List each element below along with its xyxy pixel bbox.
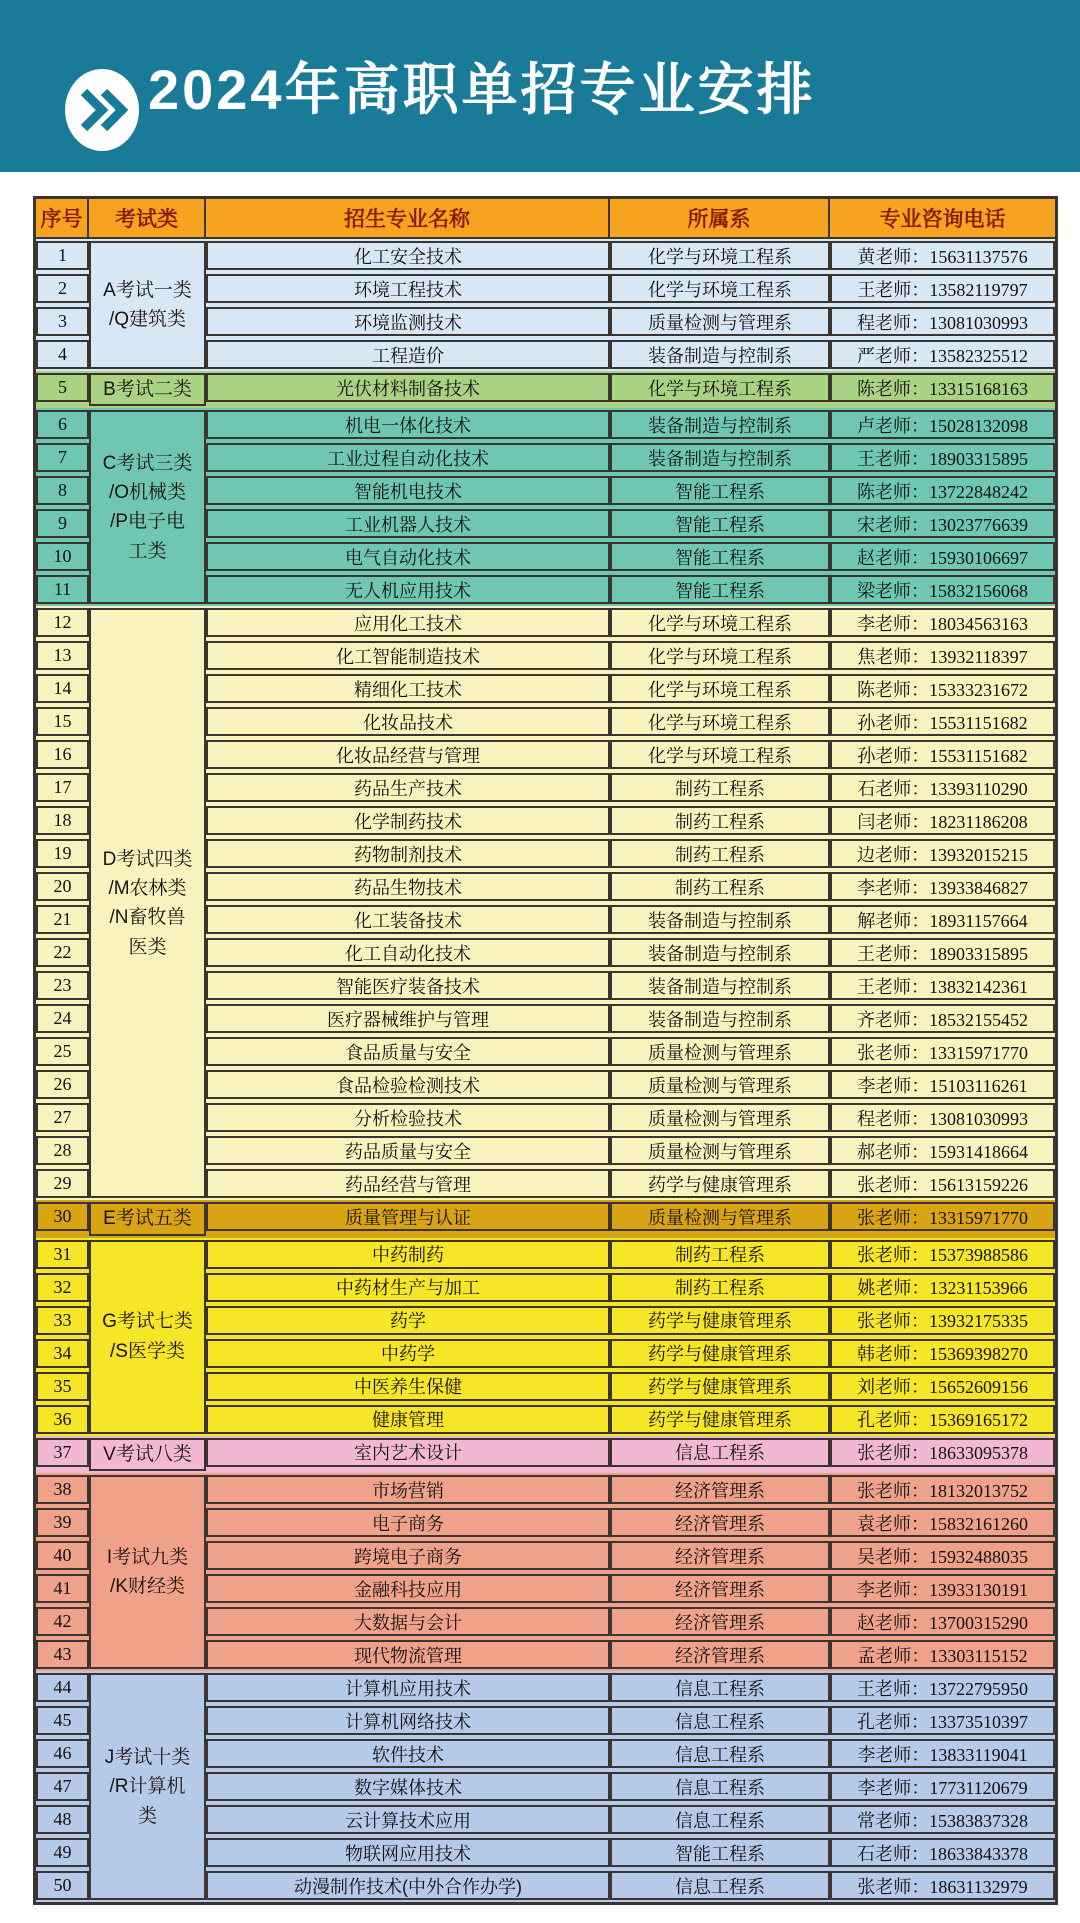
department-column (610, 1200, 830, 1237)
department-name: 经济管理系 (610, 1508, 830, 1537)
row-number: 26 (36, 1070, 89, 1099)
department-name: 装备制造与控制系 (610, 971, 830, 1000)
major-name: 化学制药技术 (206, 806, 610, 835)
major-column (206, 239, 610, 371)
exam-category-line: V考试八类 (103, 1443, 192, 1465)
major-name: 软件技术 (206, 1739, 610, 1768)
department-name: 经济管理系 (610, 1640, 830, 1669)
consult-phone: 韩老师：15369398270 (830, 1339, 1055, 1368)
exam-category-line: 类 (137, 1805, 157, 1827)
row-number: 45 (36, 1706, 89, 1735)
department-name: 化学与环境工程系 (610, 740, 830, 769)
major-name: 医疗器械维护与管理 (206, 1004, 610, 1033)
department-name: 装备制造与控制系 (610, 340, 830, 369)
row-number: 49 (36, 1838, 89, 1867)
consult-phone: 郝老师：15931418664 (830, 1136, 1055, 1165)
major-name: 药品质量与安全 (206, 1136, 610, 1165)
consult-phone: 陈老师：15333231672 (830, 674, 1055, 703)
consult-phone: 李老师：13933846827 (830, 872, 1055, 901)
exam-category-line: /Q建筑类 (108, 309, 187, 330)
department-name: 智能工程系 (610, 1838, 830, 1867)
major-name: 食品检验检测技术 (206, 1070, 610, 1099)
consult-phone: 王老师：18903315895 (830, 443, 1055, 472)
consult-phone: 刘老师：15652609156 (830, 1372, 1055, 1401)
exam-category-label (89, 410, 206, 604)
consult-phone: 赵老师：15930106697 (830, 542, 1055, 571)
exam-category-line: /M农林类 (108, 878, 187, 899)
number-column (36, 606, 89, 1200)
major-name: 化妆品技术 (206, 707, 610, 736)
consult-phone: 梁老师：15832156068 (830, 575, 1055, 604)
row-number: 18 (36, 806, 89, 835)
row-number: 38 (36, 1475, 89, 1504)
department-name: 智能工程系 (610, 476, 830, 505)
department-name: 智能工程系 (610, 542, 830, 571)
row-number: 11 (36, 575, 89, 604)
consult-phone: 李老师：15103116261 (830, 1070, 1055, 1099)
department-name: 信息工程系 (610, 1772, 830, 1801)
number-column (36, 239, 89, 371)
exam-category-label (89, 608, 206, 1198)
department-name: 智能工程系 (610, 575, 830, 604)
exam-category-line: 医类 (128, 936, 167, 958)
phone-column (830, 1473, 1055, 1671)
exam-category-line: /N畜牧兽 (109, 907, 186, 929)
column-header-phone: 专业咨询电话 (830, 199, 1055, 239)
major-name: 智能医疗装备技术 (206, 971, 610, 1000)
phone-column (830, 371, 1055, 408)
major-name: 电子商务 (206, 1508, 610, 1537)
department-name: 经济管理系 (610, 1574, 830, 1603)
double-chevron-right-icon (64, 68, 140, 152)
department-name: 制药工程系 (610, 773, 830, 802)
number-column (36, 408, 89, 606)
consult-phone: 张老师：15373988586 (830, 1240, 1055, 1269)
department-name: 制药工程系 (610, 1240, 830, 1269)
row-number: 2 (36, 274, 89, 303)
department-name: 质量检测与管理系 (610, 1202, 830, 1231)
row-number: 16 (36, 740, 89, 769)
consult-phone: 孔老师：13373510397 (830, 1706, 1055, 1735)
row-number: 47 (36, 1772, 89, 1801)
row-number: 25 (36, 1037, 89, 1066)
consult-phone: 黄老师：15631137576 (830, 241, 1055, 270)
number-column (36, 1473, 89, 1671)
row-number: 22 (36, 938, 89, 967)
exam-category-line: 工类 (128, 540, 167, 562)
major-name: 市场营销 (206, 1475, 610, 1504)
major-name: 药品经营与管理 (206, 1169, 610, 1198)
department-name: 制药工程系 (610, 839, 830, 868)
major-name: 智能机电技术 (206, 476, 610, 505)
consult-phone: 解老师：18931157664 (830, 905, 1055, 934)
row-number: 15 (36, 707, 89, 736)
phone-column (830, 1436, 1055, 1473)
consult-phone: 闫老师：18231186208 (830, 806, 1055, 835)
major-name: 环境工程技术 (206, 274, 610, 303)
department-column (610, 1238, 830, 1436)
page-title: 2024年高职单招专业安排 (148, 58, 816, 121)
department-name: 制药工程系 (610, 872, 830, 901)
major-name: 数字媒体技术 (206, 1772, 610, 1801)
department-name: 质量检测与管理系 (610, 1103, 830, 1132)
consult-phone: 孟老师：13303115152 (830, 1640, 1055, 1669)
exam-group-A (36, 239, 1055, 371)
row-number: 43 (36, 1640, 89, 1669)
row-number: 24 (36, 1004, 89, 1033)
row-number: 19 (36, 839, 89, 868)
major-column (206, 371, 610, 408)
department-name: 经济管理系 (610, 1475, 830, 1504)
exam-group-G (36, 1238, 1055, 1436)
row-number: 9 (36, 509, 89, 538)
major-column (206, 1671, 610, 1902)
row-number: 21 (36, 905, 89, 934)
major-name: 室内艺术设计 (206, 1438, 610, 1467)
department-name: 化学与环境工程系 (610, 674, 830, 703)
major-name: 电气自动化技术 (206, 542, 610, 571)
row-number: 30 (36, 1202, 89, 1231)
major-column (206, 1473, 610, 1671)
department-name: 装备制造与控制系 (610, 905, 830, 934)
major-name: 金融科技应用 (206, 1574, 610, 1603)
row-number: 39 (36, 1508, 89, 1537)
exam-category-line: A考试一类 (103, 279, 192, 301)
major-column (206, 408, 610, 606)
department-name: 药学与健康管理系 (610, 1169, 830, 1198)
row-number: 13 (36, 641, 89, 670)
major-name: 动漫制作技术(中外合作办学) (206, 1871, 610, 1900)
department-name: 装备制造与控制系 (610, 938, 830, 967)
department-name: 信息工程系 (610, 1673, 830, 1702)
table-header-row (36, 199, 1055, 239)
exam-category-line: /K财经类 (110, 1576, 185, 1598)
major-name: 健康管理 (206, 1405, 610, 1434)
consult-phone: 张老师：15613159226 (830, 1169, 1055, 1198)
consult-phone: 姚老师：13231153966 (830, 1273, 1055, 1302)
major-name: 中药材生产与加工 (206, 1273, 610, 1302)
major-name: 中医养生保健 (206, 1372, 610, 1401)
consult-phone: 李老师：18034563163 (830, 608, 1055, 637)
consult-phone: 张老师：13932175335 (830, 1306, 1055, 1335)
consult-phone: 李老师：13833119041 (830, 1739, 1055, 1768)
phone-column (830, 1671, 1055, 1902)
consult-phone: 焦老师：13932118397 (830, 641, 1055, 670)
major-name: 精细化工技术 (206, 674, 610, 703)
exam-group-C (36, 408, 1055, 606)
major-name: 中药制药 (206, 1240, 610, 1269)
exam-group-D (36, 606, 1055, 1200)
row-number: 27 (36, 1103, 89, 1132)
consult-phone: 赵老师：13700315290 (830, 1607, 1055, 1636)
exam-category-line: I考试九类 (106, 1546, 189, 1568)
row-number: 7 (36, 443, 89, 472)
department-name: 化学与环境工程系 (610, 241, 830, 270)
top-banner (0, 0, 1080, 172)
department-column (610, 1671, 830, 1902)
row-number: 46 (36, 1739, 89, 1768)
exam-category-label (89, 1475, 206, 1669)
row-number: 37 (36, 1438, 89, 1467)
department-name: 化学与环境工程系 (610, 608, 830, 637)
department-name: 药学与健康管理系 (610, 1306, 830, 1335)
department-name: 制药工程系 (610, 806, 830, 835)
phone-column (830, 606, 1055, 1200)
major-name: 机电一体化技术 (206, 410, 610, 439)
major-name: 药品生产技术 (206, 773, 610, 802)
exam-category-label (89, 1240, 206, 1434)
row-number: 40 (36, 1541, 89, 1570)
major-name: 化工智能制造技术 (206, 641, 610, 670)
exam-category-line: J考试十类 (104, 1746, 191, 1768)
row-number: 12 (36, 608, 89, 637)
major-name: 计算机网络技术 (206, 1706, 610, 1735)
row-number: 50 (36, 1871, 89, 1900)
consult-phone: 王老师：13832142361 (830, 971, 1055, 1000)
major-name: 工业过程自动化技术 (206, 443, 610, 472)
exam-category-label (89, 1438, 206, 1471)
department-column (610, 1473, 830, 1671)
exam-group-I (36, 1473, 1055, 1671)
exam-category-line: D考试四类 (102, 848, 193, 870)
exam-category-line: E考试五类 (103, 1208, 192, 1230)
consult-phone: 张老师：13315971770 (830, 1202, 1055, 1231)
department-column (610, 239, 830, 371)
row-number: 5 (36, 373, 89, 402)
column-header-dept: 所属系 (610, 199, 830, 239)
major-name: 食品质量与安全 (206, 1037, 610, 1066)
major-name: 工程造价 (206, 340, 610, 369)
major-column (206, 1436, 610, 1473)
exam-category-line: G考试七类 (102, 1311, 193, 1333)
row-number: 34 (36, 1339, 89, 1368)
department-name: 装备制造与控制系 (610, 443, 830, 472)
consult-phone: 张老师：18631132979 (830, 1871, 1055, 1900)
exam-category-label (89, 1202, 206, 1235)
department-name: 装备制造与控制系 (610, 1004, 830, 1033)
department-name: 经济管理系 (610, 1607, 830, 1636)
row-number: 28 (36, 1136, 89, 1165)
department-column (610, 606, 830, 1200)
exam-category-line: C考试三类 (102, 452, 193, 474)
major-name: 化妆品经营与管理 (206, 740, 610, 769)
department-name: 质量检测与管理系 (610, 307, 830, 336)
consult-phone: 李老师：17731120679 (830, 1772, 1055, 1801)
department-name: 质量检测与管理系 (610, 1070, 830, 1099)
department-column (610, 408, 830, 606)
major-column (206, 1200, 610, 1237)
row-number: 3 (36, 307, 89, 336)
row-number: 14 (36, 674, 89, 703)
major-name: 光伏材料制备技术 (206, 373, 610, 402)
exam-category-line: /S医学类 (110, 1340, 185, 1362)
consult-phone: 张老师：18633095378 (830, 1438, 1055, 1467)
department-name: 经济管理系 (610, 1541, 830, 1570)
department-name: 信息工程系 (610, 1805, 830, 1834)
row-number: 48 (36, 1805, 89, 1834)
exam-category-label (89, 241, 206, 369)
phone-column (830, 239, 1055, 371)
major-name: 化工自动化技术 (206, 938, 610, 967)
row-number: 8 (36, 476, 89, 505)
consult-phone: 齐老师：18532155452 (830, 1004, 1055, 1033)
department-name: 信息工程系 (610, 1706, 830, 1735)
department-name: 信息工程系 (610, 1871, 830, 1900)
row-number: 1 (36, 241, 89, 270)
consult-phone: 陈老师：13315168163 (830, 373, 1055, 402)
row-number: 42 (36, 1607, 89, 1636)
consult-phone: 陈老师：13722848242 (830, 476, 1055, 505)
row-number: 31 (36, 1240, 89, 1269)
department-name: 化学与环境工程系 (610, 373, 830, 402)
phone-column (830, 1200, 1055, 1237)
column-header-no: 序号 (36, 199, 89, 239)
column-header-major: 招生专业名称 (206, 199, 610, 239)
consult-phone: 王老师：13722795950 (830, 1673, 1055, 1702)
major-name: 物联网应用技术 (206, 1838, 610, 1867)
department-name: 信息工程系 (610, 1739, 830, 1768)
major-name: 药物制剂技术 (206, 839, 610, 868)
exam-category-label (89, 1673, 206, 1900)
exam-category-line: /R计算机 (109, 1776, 186, 1798)
phone-column (830, 408, 1055, 606)
consult-phone: 张老师：13315971770 (830, 1037, 1055, 1066)
row-number: 4 (36, 340, 89, 369)
consult-phone: 常老师：15383837328 (830, 1805, 1055, 1834)
department-name: 质量检测与管理系 (610, 1136, 830, 1165)
major-column (206, 606, 610, 1200)
exam-category-line: B考试二类 (103, 379, 192, 400)
row-number: 32 (36, 1273, 89, 1302)
consult-phone: 石老师：18633843378 (830, 1838, 1055, 1867)
number-column (36, 1238, 89, 1436)
consult-phone: 孔老师：15369165172 (830, 1405, 1055, 1434)
major-name: 大数据与会计 (206, 1607, 610, 1636)
exam-category-label (89, 373, 206, 406)
consult-phone: 王老师：13582119797 (830, 274, 1055, 303)
number-column (36, 1671, 89, 1902)
department-name: 制药工程系 (610, 1273, 830, 1302)
major-name: 无人机应用技术 (206, 575, 610, 604)
row-number: 41 (36, 1574, 89, 1603)
major-name: 化工装备技术 (206, 905, 610, 934)
department-name: 装备制造与控制系 (610, 410, 830, 439)
exam-group-V (36, 1436, 1055, 1473)
row-number: 6 (36, 410, 89, 439)
row-number: 44 (36, 1673, 89, 1702)
consult-phone: 卢老师：15028132098 (830, 410, 1055, 439)
department-column (610, 1436, 830, 1473)
exam-group-B (36, 371, 1055, 408)
consult-phone: 袁老师：15832161260 (830, 1508, 1055, 1537)
consult-phone: 孙老师：15531151682 (830, 707, 1055, 736)
row-number: 29 (36, 1169, 89, 1198)
table-body (36, 239, 1055, 1902)
department-name: 化学与环境工程系 (610, 641, 830, 670)
row-number: 10 (36, 542, 89, 571)
consult-phone: 宋老师：13023776639 (830, 509, 1055, 538)
exam-group-E (36, 1200, 1055, 1237)
column-header-examcat: 考试类 (89, 199, 206, 239)
number-column (36, 1436, 89, 1473)
consult-phone: 严老师：13582325512 (830, 340, 1055, 369)
exam-category-line: /O机械类 (108, 482, 187, 503)
major-name: 化工安全技术 (206, 241, 610, 270)
major-name: 质量管理与认证 (206, 1202, 610, 1231)
department-name: 药学与健康管理系 (610, 1405, 830, 1434)
major-column (206, 1238, 610, 1436)
consult-phone: 石老师：13393110290 (830, 773, 1055, 802)
consult-phone: 王老师：18903315895 (830, 938, 1055, 967)
major-name: 分析检验技术 (206, 1103, 610, 1132)
department-name: 化学与环境工程系 (610, 707, 830, 736)
department-name: 智能工程系 (610, 509, 830, 538)
major-name: 计算机应用技术 (206, 1673, 610, 1702)
major-name: 工业机器人技术 (206, 509, 610, 538)
department-name: 化学与环境工程系 (610, 274, 830, 303)
department-name: 信息工程系 (610, 1438, 830, 1467)
consult-phone: 程老师：13081030993 (830, 1103, 1055, 1132)
row-number: 35 (36, 1372, 89, 1401)
major-name: 药学 (206, 1306, 610, 1335)
consult-phone: 程老师：13081030993 (830, 307, 1055, 336)
department-column (610, 371, 830, 408)
major-name: 云计算技术应用 (206, 1805, 610, 1834)
row-number: 36 (36, 1405, 89, 1434)
major-name: 跨境电子商务 (206, 1541, 610, 1570)
consult-phone: 张老师：18132013752 (830, 1475, 1055, 1504)
department-name: 质量检测与管理系 (610, 1037, 830, 1066)
major-name: 现代物流管理 (206, 1640, 610, 1669)
department-name: 药学与健康管理系 (610, 1339, 830, 1368)
major-name: 药品生物技术 (206, 872, 610, 901)
row-number: 20 (36, 872, 89, 901)
number-column (36, 371, 89, 408)
major-name: 应用化工技术 (206, 608, 610, 637)
consult-phone: 李老师：13933130191 (830, 1574, 1055, 1603)
exam-category-line: /P电子电 (110, 511, 185, 533)
consult-phone: 边老师：13932015215 (830, 839, 1055, 868)
department-name: 药学与健康管理系 (610, 1372, 830, 1401)
consult-phone: 孙老师：15531151682 (830, 740, 1055, 769)
row-number: 23 (36, 971, 89, 1000)
exam-group-J (36, 1671, 1055, 1902)
number-column (36, 1200, 89, 1237)
schedule-table (33, 196, 1058, 1905)
major-name: 中药学 (206, 1339, 610, 1368)
consult-phone: 吴老师：15932488035 (830, 1541, 1055, 1570)
phone-column (830, 1238, 1055, 1436)
major-name: 环境监测技术 (206, 307, 610, 336)
row-number: 17 (36, 773, 89, 802)
row-number: 33 (36, 1306, 89, 1335)
